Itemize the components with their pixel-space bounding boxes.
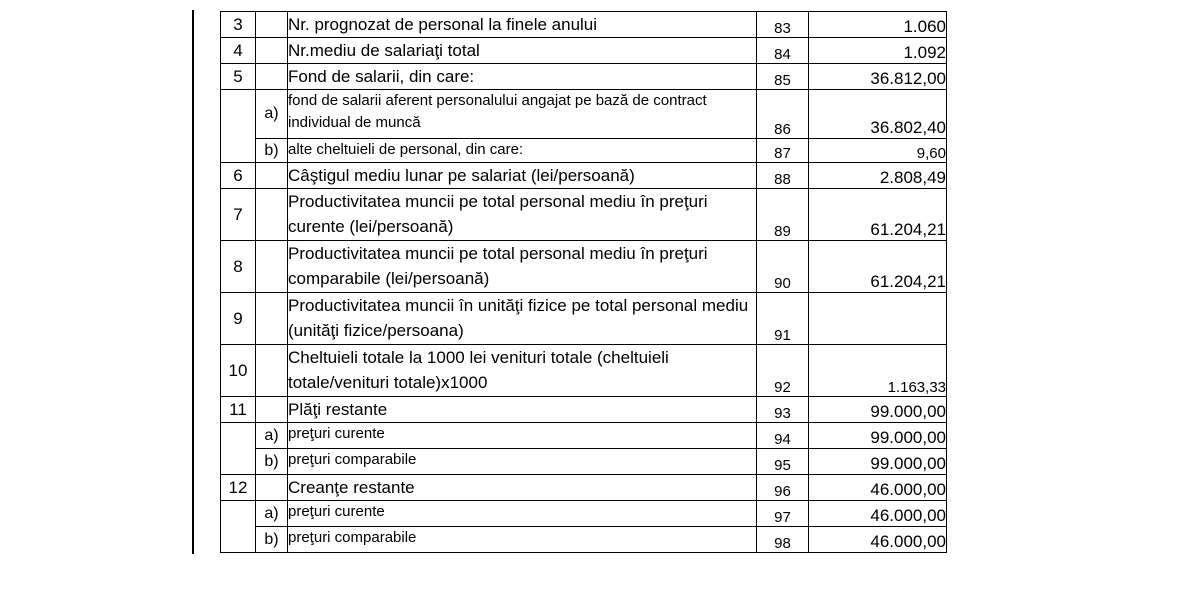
- indicator-label: Fond de salarii, din care:: [288, 64, 757, 90]
- row-code: 85: [757, 64, 809, 90]
- sub-letter: [256, 241, 288, 293]
- sub-letter: [256, 345, 288, 397]
- sub-letter: [256, 12, 288, 38]
- row-code: 91: [757, 293, 809, 345]
- indicator-value: 2.808,49: [809, 163, 947, 189]
- indicator-label: fond de salarii aferent personalului angajat pe bază de contract individual de muncă: [288, 90, 757, 139]
- indicator-value: 99.000,00: [809, 423, 947, 449]
- sub-letter: [256, 475, 288, 501]
- sub-letter: [256, 163, 288, 189]
- sub-letter: [256, 38, 288, 64]
- indicator-label: preţuri comparabile: [288, 449, 757, 475]
- indicator-value: 1.163,33: [809, 345, 947, 397]
- indicator-label: Nr. prognozat de personal la finele anului: [288, 12, 757, 38]
- row-number: 9: [221, 293, 256, 345]
- row-number: 12: [221, 475, 256, 501]
- row-number: 7: [221, 189, 256, 241]
- row-code: 87: [757, 139, 809, 163]
- row-number: 5: [221, 64, 256, 90]
- table-row: [221, 475, 947, 501]
- row-number: 3: [221, 12, 256, 38]
- sub-letter: [256, 64, 288, 90]
- table-row: [221, 501, 947, 527]
- row-code: 93: [757, 397, 809, 423]
- row-code: 86: [757, 90, 809, 139]
- indicator-label: Cheltuieli totale la 1000 lei venituri totale (cheltuieli totale/venituri totale)x1000: [288, 345, 757, 397]
- indicator-value: 36.802,40: [809, 90, 947, 139]
- table-row: [221, 449, 947, 475]
- row-number: 10: [221, 345, 256, 397]
- row-number: 8: [221, 241, 256, 293]
- sub-letter: [256, 397, 288, 423]
- table-row: [221, 38, 947, 64]
- row-code: 92: [757, 345, 809, 397]
- sub-letter: a): [256, 501, 288, 527]
- row-number: 6: [221, 163, 256, 189]
- row-code: 98: [757, 527, 809, 553]
- table-row: [221, 64, 947, 90]
- table-row: [221, 90, 947, 139]
- sub-letter: [256, 189, 288, 241]
- indicator-label: preţuri curente: [288, 501, 757, 527]
- table-row: [221, 397, 947, 423]
- indicator-value: 61.204,21: [809, 189, 947, 241]
- indicator-label: Nr.mediu de salariaţi total: [288, 38, 757, 64]
- left-border-line: [192, 10, 194, 554]
- table-row: [221, 293, 947, 345]
- sub-letter: a): [256, 423, 288, 449]
- sub-letter: [256, 293, 288, 345]
- row-number: 11: [221, 397, 256, 423]
- table-row: [221, 139, 947, 163]
- indicator-value: [809, 293, 947, 345]
- row-code: 95: [757, 449, 809, 475]
- indicators-table: [220, 11, 947, 553]
- indicator-value: 36.812,00: [809, 64, 947, 90]
- table-row: [221, 189, 947, 241]
- row-code: 97: [757, 501, 809, 527]
- indicator-value: 9,60: [809, 139, 947, 163]
- indicator-label: Câştigul mediu lunar pe salariat (lei/persoană): [288, 163, 757, 189]
- table-row: [221, 163, 947, 189]
- table-row: [221, 12, 947, 38]
- sub-letter: b): [256, 139, 288, 163]
- indicator-value: 46.000,00: [809, 475, 947, 501]
- indicator-label: Productivitatea muncii pe total personal mediu în preţuri comparabile (lei/persoană): [288, 241, 757, 293]
- indicator-value: 46.000,00: [809, 527, 947, 553]
- indicator-value: 99.000,00: [809, 397, 947, 423]
- row-code: 89: [757, 189, 809, 241]
- indicator-value: 46.000,00: [809, 501, 947, 527]
- row-code: 90: [757, 241, 809, 293]
- row-number: 4: [221, 38, 256, 64]
- indicator-label: Productivitatea muncii pe total personal mediu în preţuri curente (lei/persoană): [288, 189, 757, 241]
- sub-letter: b): [256, 449, 288, 475]
- row-code: 96: [757, 475, 809, 501]
- sub-letter: b): [256, 527, 288, 553]
- indicator-label: alte cheltuieli de personal, din care:: [288, 139, 757, 163]
- indicator-value: 1.092: [809, 38, 947, 64]
- indicator-label: preţuri curente: [288, 423, 757, 449]
- row-code: 88: [757, 163, 809, 189]
- sub-letter: a): [256, 90, 288, 139]
- indicator-value: 1.060: [809, 12, 947, 38]
- row-number: [221, 90, 256, 163]
- table-row: [221, 527, 947, 553]
- table-row: [221, 423, 947, 449]
- indicator-label: Creanţe restante: [288, 475, 757, 501]
- indicator-value: 61.204,21: [809, 241, 947, 293]
- row-code: 83: [757, 12, 809, 38]
- row-number: [221, 423, 256, 475]
- table-row: [221, 345, 947, 397]
- indicator-value: 99.000,00: [809, 449, 947, 475]
- indicator-label: Plăţi restante: [288, 397, 757, 423]
- row-code: 84: [757, 38, 809, 64]
- indicator-label: preţuri comparabile: [288, 527, 757, 553]
- row-number: [221, 501, 256, 553]
- row-code: 94: [757, 423, 809, 449]
- indicator-label: Productivitatea muncii în unităţi fizice pe total personal mediu (unităţi fizice/persoana): [288, 293, 757, 345]
- table-row: [221, 241, 947, 293]
